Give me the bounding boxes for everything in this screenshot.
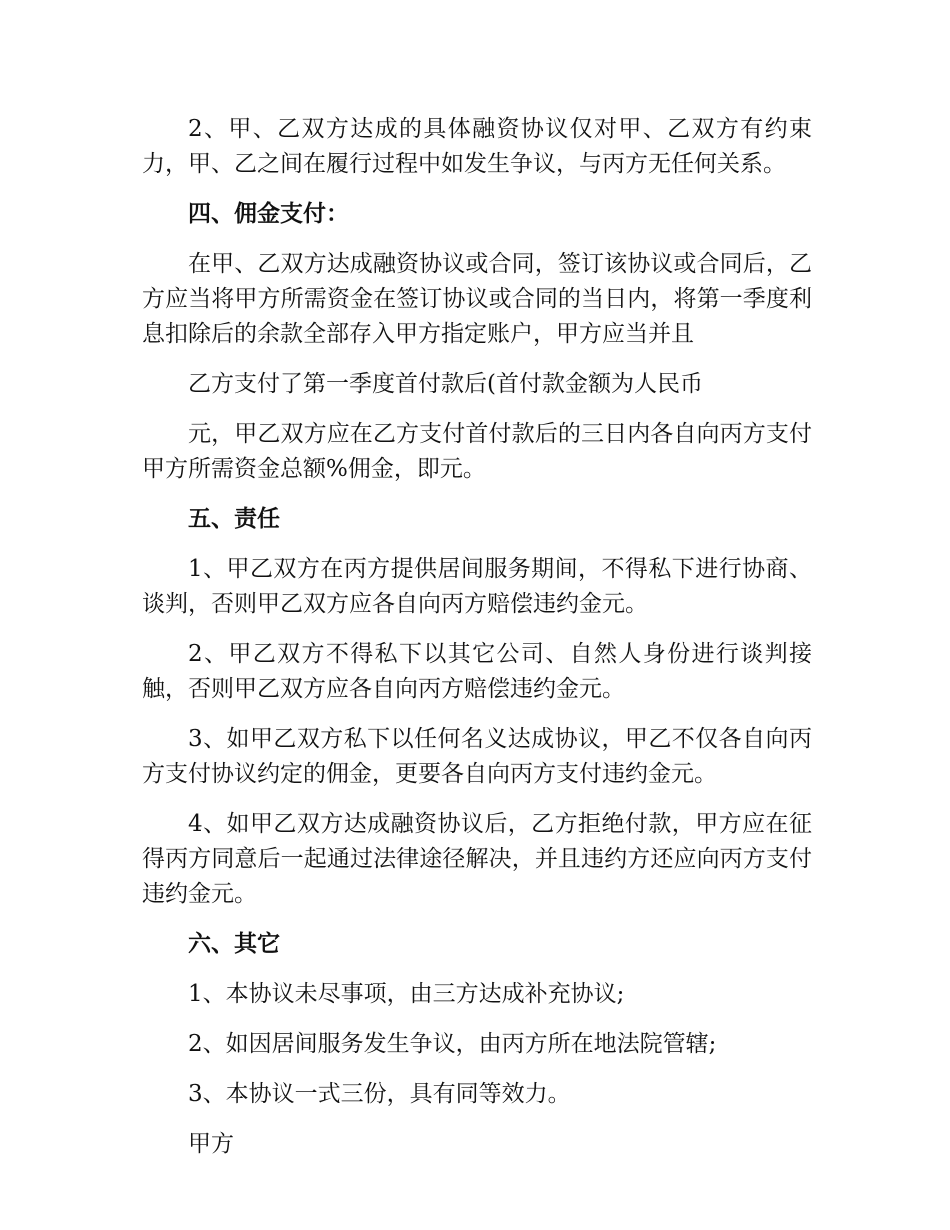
other-item-3: 3、本协议一式三份，具有同等效力。	[188, 1081, 571, 1107]
document-body	[142, 112, 812, 1177]
paragraph-binding-clause: 2、甲、乙双方达成的具体融资协议仅对甲、乙双方有约束力，甲、乙之间在履行过程中如发生争议，与丙方无任何关系。	[142, 116, 812, 177]
responsibility-item-1: 1、甲乙双方在丙方提供居间服务期间，不得私下进行协商、谈判，否则甲乙双方应各自向丙方赔偿违约金元。	[142, 556, 812, 617]
responsibility-item-4: 4、如甲乙双方达成融资协议后，乙方拒绝付款，甲方应在征得丙方同意后一起通过法律途径解决，并且违约方还应向丙方支付违约金元。	[142, 811, 812, 907]
section-heading-other: 六、其它	[188, 931, 280, 957]
section-heading-responsibility: 五、责任	[188, 506, 280, 532]
signature-party-a: 甲方	[188, 1131, 234, 1157]
paragraph-payment-3: 元，甲乙双方应在乙方支付首付款后的三日内各自向丙方支付甲方所需资金总额%佣金，即元。	[142, 421, 812, 482]
other-item-2: 2、如因居间服务发生争议，由丙方所在地法院管辖;	[188, 1031, 717, 1057]
section-heading-commission: 四、佣金支付：	[188, 201, 349, 227]
responsibility-item-2: 2、甲乙双方不得私下以其它公司、自然人身份进行谈判接触，否则甲乙双方应各自向丙方赔偿违约金元。	[142, 641, 812, 702]
responsibility-item-3: 3、如甲乙双方私下以任何名义达成协议，甲乙不仅各自向丙方支付协议约定的佣金，更要各自向丙方支付违约金元。	[142, 726, 812, 787]
paragraph-payment-1: 在甲、乙双方达成融资协议或合同，签订该协议或合同后，乙方应当将甲方所需资金在签订协议或合同的当日内，将第一季度利息扣除后的余款全部存入甲方指定账户，甲方应当并且	[142, 251, 812, 347]
other-item-1: 1、本协议未尽事项，由三方达成补充协议;	[188, 981, 625, 1007]
paragraph-payment-2: 乙方支付了第一季度首付款后(首付款金额为人民币	[188, 371, 703, 397]
